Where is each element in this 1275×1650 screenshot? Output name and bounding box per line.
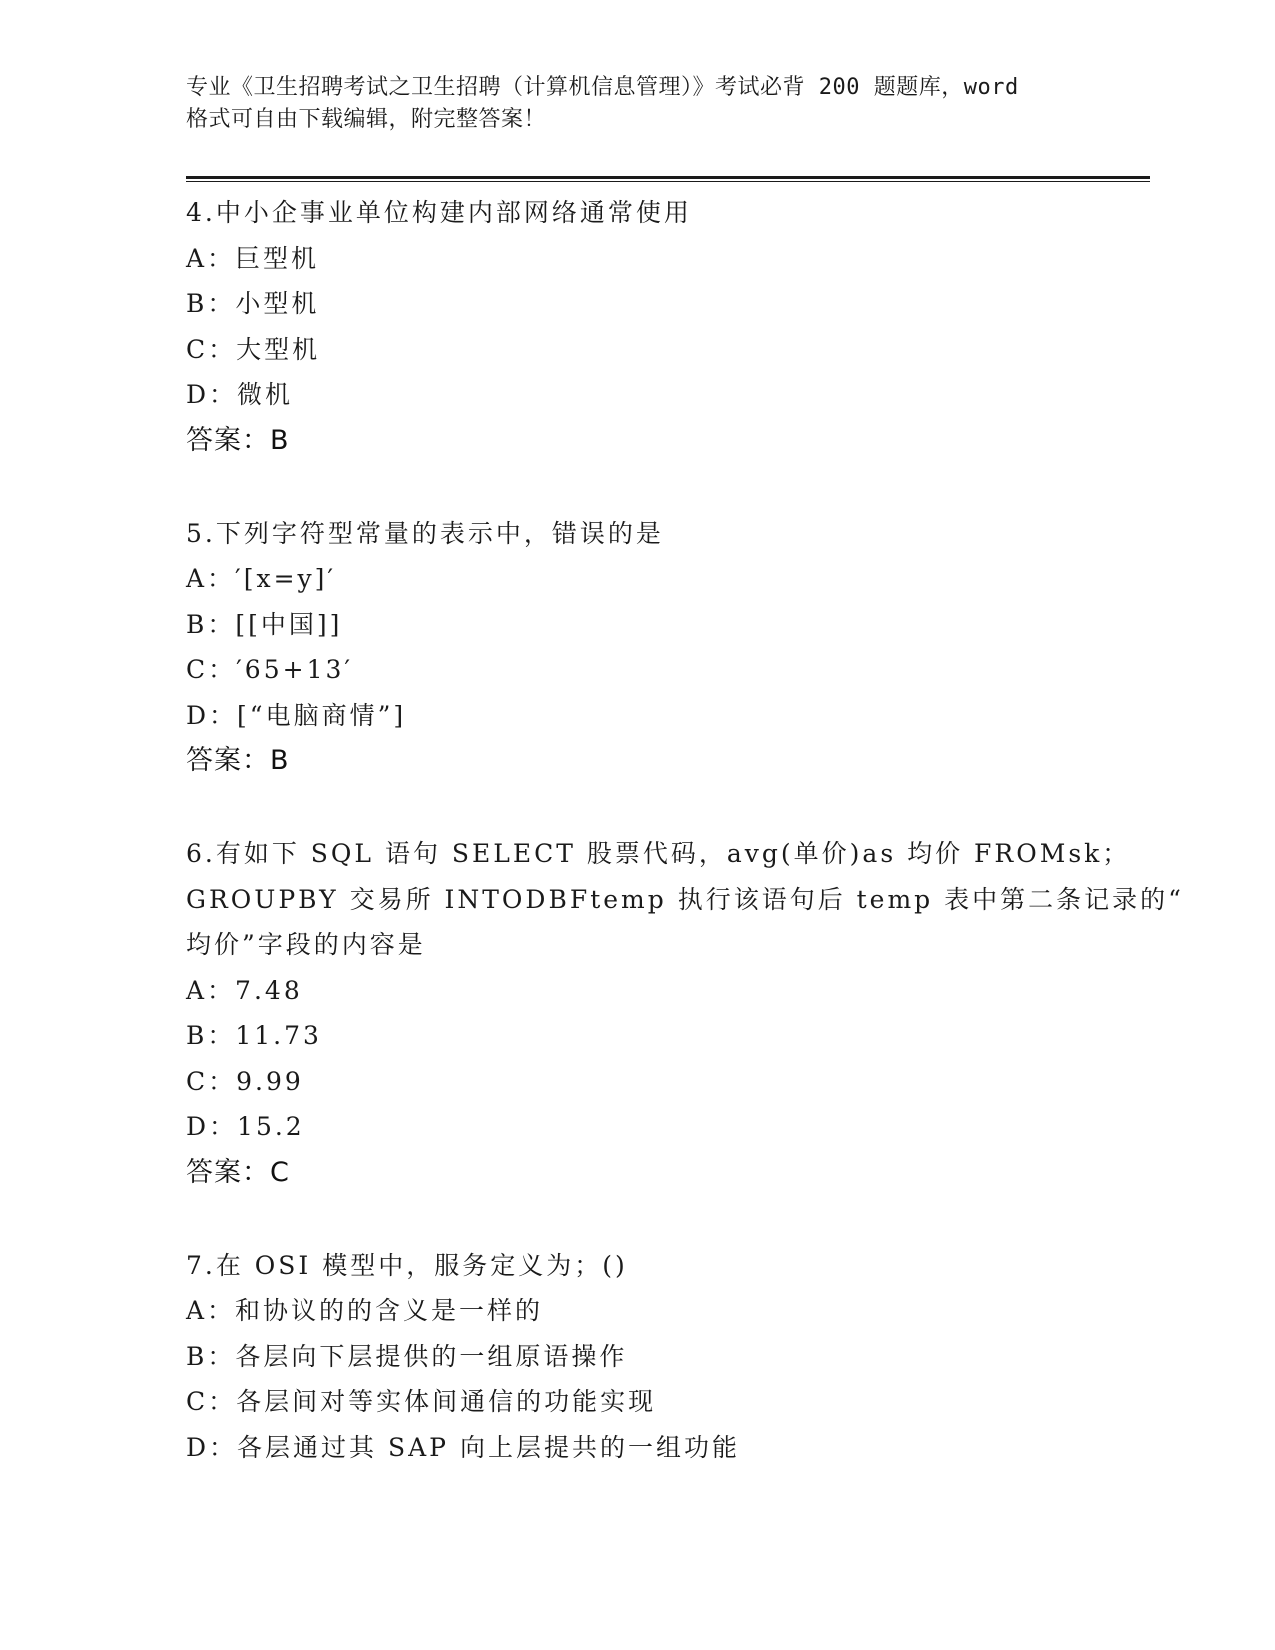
answer-line: 答案：B [186, 745, 290, 776]
option-c: C：′65+13′ [186, 655, 354, 684]
question-stem-line-3: 均价”字段的内容是 [186, 930, 426, 959]
option-b: B：11.73 [186, 1021, 322, 1050]
question-item [186, 511, 1086, 784]
option-b: B：小型机 [186, 289, 320, 318]
answer-line: 答案：C [186, 1156, 290, 1188]
header-divider [186, 176, 1150, 184]
question-item [186, 190, 1086, 463]
option-c: C：大型机 [186, 334, 321, 364]
option-d: D：15.2 [186, 1112, 305, 1141]
option-c: C：9.99 [186, 1066, 304, 1096]
option-d: D：各层通过其 SAP 向上层提共的一组功能 [186, 1432, 740, 1462]
answer-line: 答案：B [186, 424, 290, 456]
option-d: D：[“电脑商情”] [186, 700, 407, 730]
option-b: B：各层向下层提供的一组原语操作 [186, 1341, 628, 1371]
option-b: B：[[中国]] [186, 609, 343, 639]
question-stem: 4.中小企事业单位构建内部网络通常使用 [186, 198, 692, 227]
option-a: A：′[x=y]′ [186, 564, 337, 593]
question-stem-line-1: 6.有如下 SQL 语句 SELECT 股票代码，avg(单价)as 均价 FROMsk； [186, 839, 1131, 868]
question-stem: 5.下列字符型常量的表示中，错误的是 [186, 518, 664, 548]
option-a: A：巨型机 [186, 243, 320, 273]
question-stem: 7.在 OSI 模型中，服务定义为；() [186, 1250, 628, 1280]
option-a: A：7.48 [186, 975, 303, 1005]
document-header [186, 72, 1086, 136]
header-line-1: 专业《卫生招聘考试之卫生招聘（计算机信息管理）》考试必背 200 题题库，word [186, 75, 1019, 100]
question-stem-line-2: GROUPBY 交易所 INTODBFtemp 执行该语句后 temp 表中第二条记录的“ [186, 884, 1184, 914]
option-d: D：微机 [186, 380, 294, 409]
divider-thin-line [186, 181, 1150, 182]
divider-thick-line [186, 176, 1150, 179]
question-item [186, 831, 1184, 1195]
option-c: C：各层间对等实体间通信的功能实现 [186, 1387, 657, 1416]
question-list [186, 190, 1184, 1470]
question-item [186, 1243, 1086, 1471]
option-a: A：和协议的的含义是一样的 [186, 1296, 544, 1325]
header-line-2: 格式可自由下载编辑，附完整答案！ [186, 107, 547, 132]
